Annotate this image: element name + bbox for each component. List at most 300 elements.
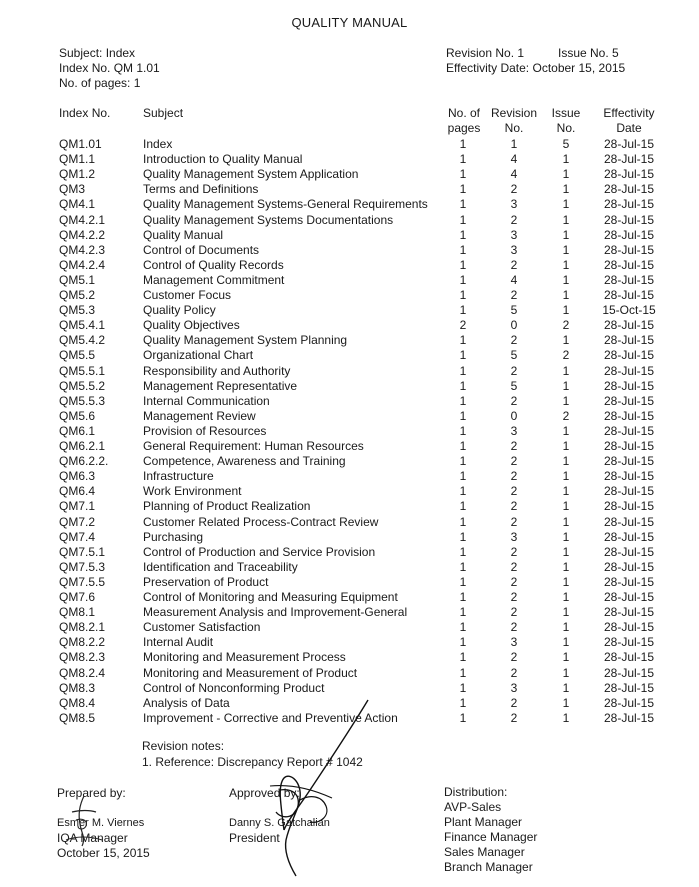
approved-by-name: Danny S. Gatchalian <box>229 817 330 829</box>
row-subject: Quality Management System Application <box>143 167 359 182</box>
row-revision: 3 <box>510 197 518 212</box>
header-subject: Subject <box>143 106 184 120</box>
row-revision: 2 <box>510 212 518 227</box>
row-index-no: QM8.2.4 <box>59 665 106 680</box>
row-revision: 2 <box>510 469 518 484</box>
row-index-no: QM6.1 <box>59 423 96 438</box>
row-revision: 0 <box>510 408 518 423</box>
row-subject: Management Representative <box>143 378 298 393</box>
row-issue: 1 <box>562 393 570 408</box>
row-effectivity-date: 28-Jul-15 <box>603 454 655 469</box>
table-row <box>0 364 699 379</box>
row-issue: 2 <box>562 318 570 333</box>
row-revision: 2 <box>510 650 518 665</box>
row-index-no: QM4.2.1 <box>59 212 106 227</box>
row-pages: 1 <box>459 348 467 363</box>
row-issue: 1 <box>562 484 570 499</box>
row-revision: 2 <box>510 574 518 589</box>
row-pages: 1 <box>459 559 467 574</box>
row-index-no: QM5.1 <box>59 272 96 287</box>
row-effectivity-date: 28-Jul-15 <box>603 242 655 257</box>
row-subject: Control of Nonconforming Product <box>143 680 325 695</box>
row-index-no: QM6.4 <box>59 484 96 499</box>
row-effectivity-date: 28-Jul-15 <box>603 378 655 393</box>
row-pages: 1 <box>459 152 467 167</box>
meta-revision: Revision No. 1 <box>446 46 525 60</box>
row-pages: 1 <box>459 303 467 318</box>
row-index-no: QM8.4 <box>59 695 96 710</box>
approved-signature <box>240 690 400 880</box>
table-row <box>0 258 699 273</box>
row-effectivity-date: 28-Jul-15 <box>603 710 655 725</box>
row-index-no: QM6.3 <box>59 469 96 484</box>
row-subject: Internal Communication <box>143 393 270 408</box>
row-subject: Control of Production and Service Provision <box>143 544 376 559</box>
row-index-no: QM3 <box>59 182 86 197</box>
row-effectivity-date: 28-Jul-15 <box>603 152 655 167</box>
row-pages: 1 <box>459 544 467 559</box>
document-title: QUALITY MANUAL <box>291 15 408 30</box>
row-issue: 1 <box>562 257 570 272</box>
row-index-no: QM5.5 <box>59 348 96 363</box>
row-pages: 1 <box>459 514 467 529</box>
row-index-no: QM7.1 <box>59 499 96 514</box>
row-issue: 1 <box>562 152 570 167</box>
row-subject: Quality Objectives <box>143 318 240 333</box>
table-row <box>0 620 699 635</box>
row-issue: 1 <box>562 242 570 257</box>
row-pages: 1 <box>459 167 467 182</box>
row-issue: 1 <box>562 620 570 635</box>
row-subject: Quality Policy <box>143 303 216 318</box>
table-row <box>0 167 699 182</box>
row-index-no: QM6.2.1 <box>59 439 106 453</box>
table-row <box>0 515 699 530</box>
row-pages: 1 <box>459 665 467 680</box>
row-issue: 1 <box>562 514 570 529</box>
table-row <box>0 590 699 605</box>
row-pages: 1 <box>459 469 467 484</box>
row-effectivity-date: 28-Jul-15 <box>603 423 655 438</box>
row-revision: 2 <box>510 439 518 453</box>
row-index-no: QM5.3 <box>59 303 96 318</box>
row-pages: 1 <box>459 620 467 635</box>
row-pages: 1 <box>459 710 467 725</box>
row-issue: 1 <box>562 635 570 650</box>
table-row <box>0 650 699 665</box>
table-row <box>0 273 699 288</box>
row-effectivity-date: 28-Jul-15 <box>603 499 655 514</box>
row-subject: Improvement - Corrective and Preventive Action <box>143 710 398 725</box>
row-effectivity-date: 28-Jul-15 <box>603 408 655 423</box>
row-pages: 1 <box>459 635 467 650</box>
row-revision: 2 <box>510 288 518 302</box>
row-issue: 1 <box>562 710 570 725</box>
row-pages: 1 <box>459 378 467 393</box>
row-index-no: QM1.1 <box>59 152 96 167</box>
row-effectivity-date: 28-Jul-15 <box>603 559 655 574</box>
row-index-no: QM7.6 <box>59 590 96 604</box>
row-effectivity-date: 28-Jul-15 <box>603 348 655 363</box>
row-effectivity-date: 28-Jul-15 <box>603 680 655 695</box>
row-subject: Purchasing <box>143 529 204 544</box>
row-effectivity-date: 28-Jul-15 <box>603 212 655 227</box>
row-subject: General Requirement: Human Resources <box>143 439 364 453</box>
row-subject: Control of Documents <box>143 242 260 257</box>
row-issue: 1 <box>562 182 570 197</box>
row-issue: 1 <box>562 272 570 287</box>
table-row <box>0 303 699 318</box>
row-index-no: QM8.2.3 <box>59 650 106 665</box>
row-index-no: QM7.5.1 <box>59 544 106 559</box>
row-issue: 1 <box>562 529 570 544</box>
row-effectivity-date: 28-Jul-15 <box>603 635 655 650</box>
prepared-by-name: Esmer M. Viernes <box>57 817 145 829</box>
row-index-no: QM8.1 <box>59 605 96 620</box>
row-revision: 4 <box>510 167 518 182</box>
header-issue <box>543 106 589 136</box>
header-revision <box>486 106 542 136</box>
row-pages: 1 <box>459 197 467 212</box>
table-row <box>0 560 699 575</box>
row-pages: 1 <box>459 680 467 695</box>
row-effectivity-date: 28-Jul-15 <box>603 665 655 680</box>
header-pages-line2: pages <box>447 121 481 135</box>
row-effectivity-date: 28-Jul-15 <box>603 620 655 635</box>
table-row <box>0 137 699 152</box>
table-row <box>0 318 699 333</box>
table-row <box>0 333 699 348</box>
row-index-no: QM8.3 <box>59 680 96 695</box>
row-subject: Competence, Awareness and Training <box>143 454 346 469</box>
table-row <box>0 243 699 258</box>
row-subject: Management Review <box>143 408 256 423</box>
row-effectivity-date: 28-Jul-15 <box>603 514 655 529</box>
table-row <box>0 197 699 212</box>
row-subject: Quality Management System Planning <box>143 333 348 348</box>
row-issue: 1 <box>562 650 570 665</box>
header-effectivity <box>592 106 666 136</box>
row-revision: 2 <box>510 695 518 710</box>
row-index-no: QM5.4.2 <box>59 333 106 348</box>
meta-issue: Issue No. 5 <box>558 46 619 60</box>
row-revision: 2 <box>510 605 518 620</box>
row-revision: 2 <box>510 620 518 635</box>
row-revision: 2 <box>510 393 518 408</box>
row-subject: Measurement Analysis and Improvement-General <box>143 605 408 620</box>
row-issue: 1 <box>562 590 570 604</box>
row-index-no: QM4.2.2 <box>59 227 106 242</box>
row-pages: 1 <box>459 484 467 499</box>
distribution-label: Distribution: <box>444 785 508 799</box>
distribution-item: Finance Manager <box>444 830 538 844</box>
table-row <box>0 409 699 424</box>
row-effectivity-date: 28-Jul-15 <box>603 529 655 544</box>
header-index-no: Index No. <box>59 106 111 120</box>
row-pages: 1 <box>459 605 467 620</box>
row-issue: 1 <box>562 454 570 469</box>
row-effectivity-date: 28-Jul-15 <box>603 605 655 620</box>
row-pages: 1 <box>459 423 467 438</box>
row-effectivity-date: 28-Jul-15 <box>603 333 655 348</box>
row-index-no: QM8.2.2 <box>59 635 106 650</box>
row-subject: Preservation of Product <box>143 574 269 589</box>
row-issue: 1 <box>562 303 570 318</box>
row-index-no: QM1.2 <box>59 167 96 182</box>
row-effectivity-date: 28-Jul-15 <box>603 363 655 378</box>
meta-pages: No. of pages: 1 <box>59 76 141 90</box>
row-issue: 1 <box>562 559 570 574</box>
table-row <box>0 605 699 620</box>
row-issue: 1 <box>562 695 570 710</box>
meta-effectivity: Effectivity Date: October 15, 2015 <box>446 61 626 75</box>
row-index-no: QM7.2 <box>59 514 96 529</box>
row-revision: 5 <box>510 303 518 318</box>
row-subject: Work Environment <box>143 484 242 499</box>
table-row <box>0 454 699 469</box>
row-revision: 2 <box>510 454 518 469</box>
row-subject: Monitoring and Measurement of Product <box>143 665 358 680</box>
row-revision: 4 <box>510 272 518 287</box>
row-effectivity-date: 28-Jul-15 <box>603 574 655 589</box>
table-row <box>0 424 699 439</box>
row-revision: 2 <box>510 710 518 725</box>
row-subject: Index <box>143 137 173 151</box>
row-index-no: QM6.2.2. <box>59 454 109 469</box>
row-subject: Terms and Definitions <box>143 182 259 197</box>
table-row <box>0 379 699 394</box>
row-revision: 5 <box>510 348 518 363</box>
row-revision: 2 <box>510 544 518 559</box>
prepared-by-date: October 15, 2015 <box>57 846 150 860</box>
row-revision: 2 <box>510 499 518 514</box>
row-effectivity-date: 28-Jul-15 <box>603 695 655 710</box>
row-pages: 1 <box>459 137 467 151</box>
row-revision: 3 <box>510 227 518 242</box>
row-index-no: QM8.2.1 <box>59 620 106 635</box>
row-index-no: QM4.2.3 <box>59 242 106 257</box>
row-issue: 1 <box>562 288 570 302</box>
row-subject: Planning of Product Realization <box>143 499 311 514</box>
row-revision: 2 <box>510 514 518 529</box>
row-effectivity-date: 28-Jul-15 <box>603 590 655 604</box>
row-subject: Infrastructure <box>143 469 214 484</box>
row-effectivity-date: 28-Jul-15 <box>603 227 655 242</box>
row-revision: 5 <box>510 378 518 393</box>
table-row <box>0 484 699 499</box>
distribution-item: Branch Manager <box>444 860 533 874</box>
row-revision: 3 <box>510 529 518 544</box>
approved-by-label: Approved by: <box>229 786 300 800</box>
row-pages: 1 <box>459 393 467 408</box>
row-issue: 1 <box>562 544 570 559</box>
table-row <box>0 439 699 454</box>
row-effectivity-date: 28-Jul-15 <box>603 650 655 665</box>
row-revision: 2 <box>510 484 518 499</box>
distribution-item: Sales Manager <box>444 845 525 859</box>
row-pages: 1 <box>459 272 467 287</box>
row-index-no: QM4.1 <box>59 197 96 212</box>
row-subject: Introduction to Quality Manual <box>143 152 303 167</box>
row-effectivity-date: 28-Jul-15 <box>603 318 655 333</box>
row-effectivity-date: 28-Jul-15 <box>603 197 655 212</box>
row-subject: Customer Focus <box>143 288 232 302</box>
row-index-no: QM5.6 <box>59 408 96 423</box>
row-pages: 1 <box>459 529 467 544</box>
row-issue: 2 <box>562 408 570 423</box>
row-effectivity-date: 28-Jul-15 <box>603 167 655 182</box>
table-row <box>0 228 699 243</box>
approved-by-position: President <box>229 831 280 845</box>
row-subject: Customer Related Process-Contract Review <box>143 514 379 529</box>
row-index-no: QM5.2 <box>59 288 96 302</box>
row-pages: 1 <box>459 454 467 469</box>
row-issue: 1 <box>562 167 570 182</box>
table-row <box>0 545 699 560</box>
row-subject: Customer Satisfaction <box>143 620 261 635</box>
revision-note-item: 1. Reference: Discrepancy Report # 1042 <box>142 755 363 769</box>
row-effectivity-date: 15-Oct-15 <box>602 303 656 318</box>
row-pages: 1 <box>459 333 467 348</box>
table-row <box>0 469 699 484</box>
row-pages: 1 <box>459 499 467 514</box>
row-pages: 1 <box>459 242 467 257</box>
row-effectivity-date: 28-Jul-15 <box>603 257 655 272</box>
distribution-item: Plant Manager <box>444 815 523 829</box>
row-revision: 0 <box>510 318 518 333</box>
row-issue: 1 <box>562 423 570 438</box>
row-subject: Analysis of Data <box>143 695 230 710</box>
header-revision-line1: Revision <box>490 106 538 120</box>
row-effectivity-date: 28-Jul-15 <box>603 544 655 559</box>
row-issue: 1 <box>562 574 570 589</box>
prepared-by-label: Prepared by: <box>57 786 126 800</box>
table-row <box>0 182 699 197</box>
row-subject: Monitoring and Measurement Process <box>143 650 346 665</box>
row-issue: 1 <box>562 333 570 348</box>
row-pages: 2 <box>459 318 467 333</box>
row-subject: Control of Quality Records <box>143 257 284 272</box>
row-revision: 3 <box>510 242 518 257</box>
meta-index-no: Index No. QM 1.01 <box>59 61 160 75</box>
table-row <box>0 213 699 228</box>
row-issue: 2 <box>562 348 570 363</box>
row-pages: 1 <box>459 182 467 197</box>
row-index-no: QM5.5.1 <box>59 363 106 378</box>
header-revision-line2: No. <box>504 121 524 135</box>
table-row <box>0 635 699 650</box>
row-revision: 3 <box>510 423 518 438</box>
row-pages: 1 <box>459 408 467 423</box>
table-row <box>0 288 699 303</box>
row-effectivity-date: 28-Jul-15 <box>603 469 655 484</box>
row-issue: 1 <box>562 665 570 680</box>
row-revision: 2 <box>510 559 518 574</box>
row-revision: 2 <box>510 257 518 272</box>
row-index-no: QM5.4.1 <box>59 318 106 333</box>
row-effectivity-date: 28-Jul-15 <box>603 393 655 408</box>
row-revision: 2 <box>510 590 518 604</box>
row-issue: 1 <box>562 227 570 242</box>
row-subject: Internal Audit <box>143 635 214 650</box>
row-issue: 1 <box>562 363 570 378</box>
table-row <box>0 394 699 409</box>
row-effectivity-date: 28-Jul-15 <box>603 272 655 287</box>
row-index-no: QM4.2.4 <box>59 257 106 272</box>
row-pages: 1 <box>459 650 467 665</box>
row-subject: Responsibility and Authority <box>143 363 291 378</box>
row-index-no: QM7.4 <box>59 529 96 544</box>
row-revision: 2 <box>510 363 518 378</box>
row-issue: 5 <box>562 137 570 151</box>
header-issue-line2: No. <box>556 121 576 135</box>
row-effectivity-date: 28-Jul-15 <box>603 439 655 453</box>
row-pages: 1 <box>459 574 467 589</box>
row-issue: 1 <box>562 439 570 453</box>
table-row <box>0 666 699 681</box>
row-subject: Identification and Traceability <box>143 559 298 574</box>
prepared-by-position: IQA Manager <box>57 831 128 845</box>
row-subject: Quality Management Systems-General Requirements <box>143 197 428 212</box>
row-revision: 3 <box>510 635 518 650</box>
header-pages <box>440 106 488 136</box>
header-effectivity-line2: Date <box>616 121 642 135</box>
table-row <box>0 152 699 167</box>
row-pages: 1 <box>459 590 467 604</box>
row-issue: 1 <box>562 378 570 393</box>
header-issue-line1: Issue <box>551 106 581 120</box>
row-index-no: QM5.5.3 <box>59 393 106 408</box>
row-subject: Organizational Chart <box>143 348 254 363</box>
row-issue: 1 <box>562 469 570 484</box>
table-row <box>0 575 699 590</box>
row-issue: 1 <box>562 680 570 695</box>
row-pages: 1 <box>459 212 467 227</box>
row-index-no: QM1.01 <box>59 137 102 151</box>
table-row <box>0 348 699 363</box>
row-effectivity-date: 28-Jul-15 <box>603 484 655 499</box>
table-row <box>0 499 699 514</box>
row-subject: Control of Monitoring and Measuring Equipment <box>143 590 398 604</box>
row-pages: 1 <box>459 257 467 272</box>
row-index-no: QM8.5 <box>59 710 96 725</box>
row-revision: 2 <box>510 333 518 348</box>
row-revision: 4 <box>510 152 518 167</box>
prepared-signature <box>56 790 116 850</box>
row-subject: Management Commitment <box>143 272 285 287</box>
meta-subject: Subject: Index <box>59 46 136 60</box>
row-effectivity-date: 28-Jul-15 <box>603 288 655 302</box>
row-revision: 3 <box>510 680 518 695</box>
row-subject: Provision of Resources <box>143 423 267 438</box>
row-index-no: QM7.5.5 <box>59 574 106 589</box>
row-issue: 1 <box>562 212 570 227</box>
row-revision: 1 <box>510 137 518 151</box>
row-effectivity-date: 28-Jul-15 <box>603 182 655 197</box>
row-issue: 1 <box>562 605 570 620</box>
row-revision: 2 <box>510 665 518 680</box>
row-pages: 1 <box>459 227 467 242</box>
row-subject: Quality Manual <box>143 227 224 242</box>
row-effectivity-date: 28-Jul-15 <box>603 137 655 151</box>
row-pages: 1 <box>459 695 467 710</box>
row-issue: 1 <box>562 499 570 514</box>
table-row <box>0 530 699 545</box>
header-pages-line1: No. of <box>447 106 480 120</box>
row-pages: 1 <box>459 363 467 378</box>
distribution-item: AVP-Sales <box>444 800 502 814</box>
row-revision: 2 <box>510 182 518 197</box>
